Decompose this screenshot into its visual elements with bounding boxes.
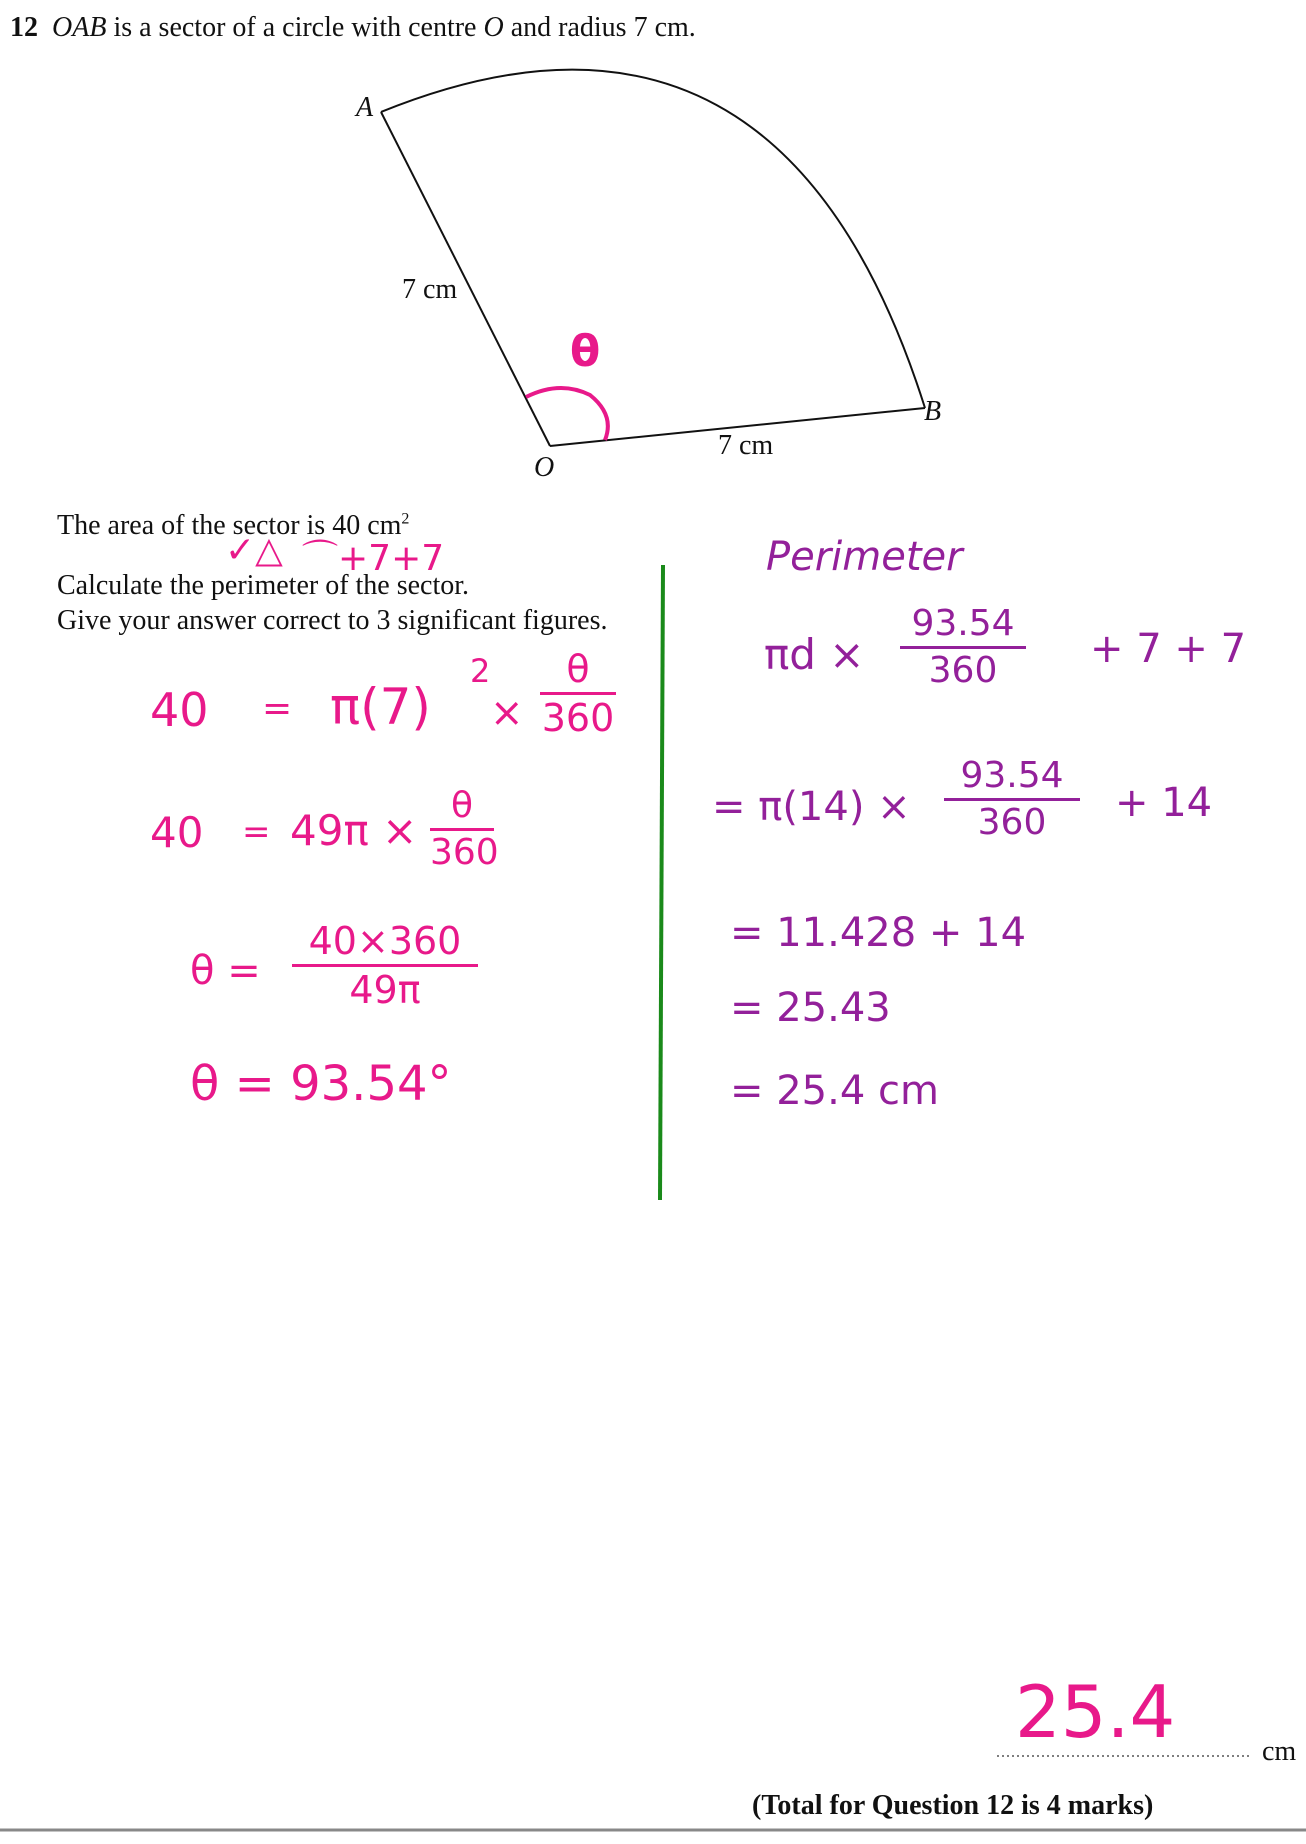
right-r2-den: 360	[977, 802, 1047, 843]
left-l1-den: 360	[541, 696, 615, 740]
right-r2-bar	[944, 798, 1080, 801]
left-l1-bar	[540, 692, 616, 695]
sig-figs-instruction: Give your answer correct to 3 significant figures.	[57, 605, 608, 636]
sector-name: OAB	[52, 12, 107, 43]
radius-label-bottom: 7 cm	[718, 430, 774, 461]
right-r2-rhs: + 14	[1115, 780, 1213, 826]
left-l1-exponent: 2	[470, 652, 491, 690]
left-l3-bar	[292, 964, 478, 967]
left-l1-times: ×	[490, 690, 524, 736]
left-l3-lhs: θ =	[190, 948, 261, 994]
right-r5: = 25.4 cm	[730, 1068, 939, 1114]
left-l1-lhs: 40	[150, 683, 209, 737]
left-l2-den: 360	[430, 832, 499, 873]
area-text: The area of the sector is 40 cm	[57, 510, 402, 541]
question-text: is a sector of a circle with centre	[106, 12, 484, 43]
angle-theta-mark: θ	[570, 326, 601, 377]
calculate-instruction: Calculate the perimeter of the sector.	[57, 570, 470, 601]
divider-line	[660, 565, 663, 1200]
left-l1-num: θ	[566, 647, 590, 691]
right-r2-lhs: = π(14) ×	[712, 784, 911, 830]
left-l2-rhs: 49π ×	[290, 806, 418, 855]
left-l1-rhs: π(7)	[330, 678, 431, 736]
angle-arc	[526, 388, 608, 440]
left-l4-result: θ = 93.54°	[190, 1056, 452, 1112]
right-r1-lhs: πd ×	[764, 630, 865, 679]
right-r3: = 11.428 + 14	[730, 910, 1027, 956]
check-annotation: ✓△	[225, 530, 283, 571]
right-r1-rhs: + 7 + 7	[1090, 626, 1247, 672]
right-r2-num: 93.54	[960, 755, 1064, 796]
label-b: B	[924, 396, 942, 427]
label-a: A	[356, 92, 374, 123]
left-l2-lhs: 40	[150, 808, 204, 857]
left-l1-fraction	[540, 647, 616, 740]
left-l2-bar	[430, 828, 494, 831]
question-number: 12	[10, 12, 38, 43]
left-l1-eq: =	[262, 688, 293, 729]
left-l3-den: 49π	[349, 968, 421, 1012]
left-l2-fraction	[430, 785, 499, 873]
left-l3-num: 40×360	[308, 919, 462, 963]
question-text-end: and radius 7 cm.	[503, 12, 696, 43]
total-marks: (Total for Question 12 is 4 marks)	[752, 1790, 1154, 1821]
right-r1-num: 93.54	[911, 603, 1015, 644]
arc-ab	[381, 70, 925, 408]
perimeter-heading: Perimeter	[766, 534, 963, 580]
right-r1-fraction	[900, 603, 1026, 691]
area-superscript: 2	[401, 510, 410, 528]
right-r1-bar	[900, 646, 1026, 649]
answer-unit: cm	[1262, 1736, 1297, 1767]
radius-label-left: 7 cm	[402, 274, 458, 305]
left-l2-eq: =	[242, 812, 271, 852]
right-r4: = 25.43	[730, 985, 891, 1031]
right-r2-fraction	[944, 755, 1080, 843]
right-r1-den: 360	[928, 650, 998, 691]
label-o: O	[534, 452, 555, 483]
arc-annotation: ⌒+7+7	[302, 538, 445, 579]
left-l3-fraction	[292, 919, 478, 1012]
final-answer[interactable]: 25.4	[1015, 1670, 1176, 1754]
left-l2-num: θ	[450, 785, 474, 826]
centre-label: O	[483, 12, 504, 43]
